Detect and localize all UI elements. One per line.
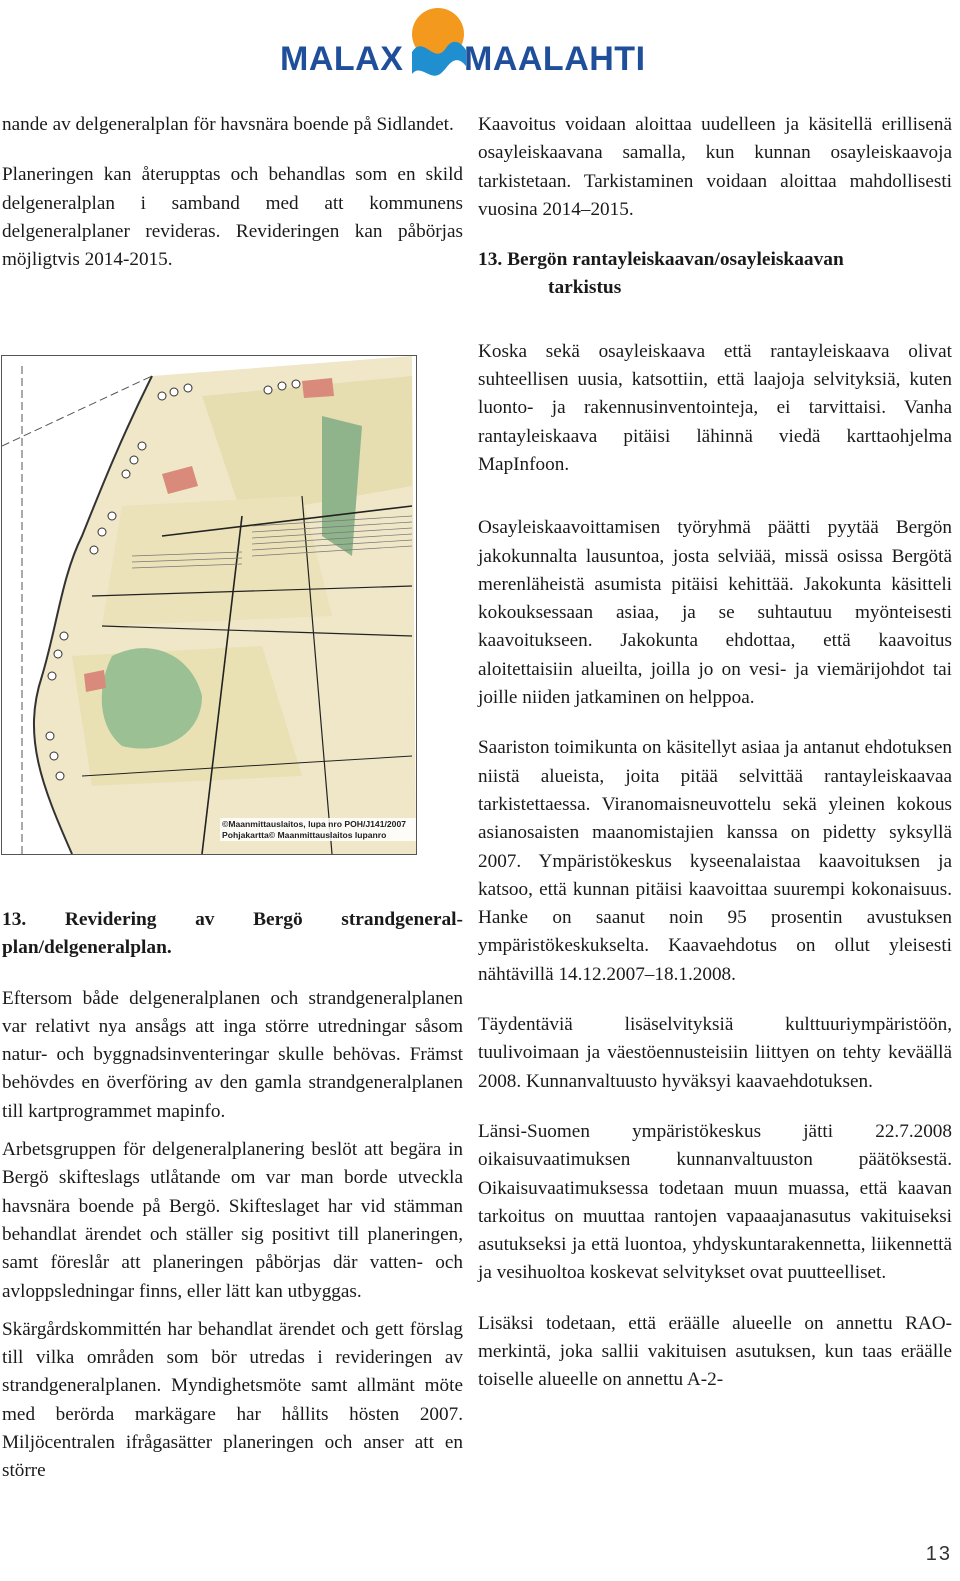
map-credit-line: ©Maanmittauslaitos, lupa nro POH/J141/2007 bbox=[222, 819, 406, 829]
section-heading: 13. Revidering av Bergö strandgeneral-plan/delgeneralplan. bbox=[2, 909, 463, 959]
paragraph: Osayleiskaavoittamisen työryhmä päätti pyytää Bergön jakokunnalta lausuntoa, josta selviää, missä osissa Bergötä merenläheistä asumista pitäisi kehittää. Jakokunta käsitteli kokouksessaan asiaa, ja se suhtautuu myönteisesti kaavoitukseen. Jakokunta ehdottaa, että kaavoitus aloitettaisiin alueilta, joilla jo on vesi- ja viemärijohdot tai joille niiden jatkaminen on helppoa. bbox=[478, 517, 952, 709]
paragraph: Planeringen kan återupptas och behandlas som en skild delgeneralplan i samband med att kommunens delgeneralplaner revideras. Revideringen kan påbörjas möjligtvis 2014-2015. bbox=[2, 164, 463, 271]
right-column bbox=[478, 111, 952, 1395]
paragraph: Lisäksi todetaan, että eräälle alueelle on annettu RAO-merkintä, joka sallii vakituisen asutuksen, kun taas eräälle toiselle alueelle on annettu A-2- bbox=[478, 1312, 952, 1391]
left-column-bottom bbox=[2, 906, 463, 1486]
map-credit-line: Pohjakartta© Maanmittauslaitos lupanro bbox=[222, 829, 387, 840]
section-heading bbox=[478, 246, 952, 303]
plan-map-figure bbox=[1, 355, 417, 855]
page-number: 13 bbox=[925, 1543, 952, 1565]
paragraph: Arbetsgruppen för delgeneralplanering beslöt att begära in Bergö skifteslags utlåtande om var man borde utveckla havsnära boende på Bergö. Skifteslaget har vid stämman behandlat ärendet och ställer sig positivt till planeringen, samt föreslår att planeringen påbörjas där vatten- och avloppsledningar finns, eller lätt kan utbyggas. bbox=[2, 1139, 463, 1302]
paragraph: Täydentäviä lisäselvityksiä kulttuuriympäristöön, tuulivoimaan ja väestöennusteisiin liittyen on tehty keväällä 2008. Kunnanvaltuusto hyväksyi kaavaehdotuksen. bbox=[478, 1014, 952, 1092]
logo-word-maalahti: MAALAHTI bbox=[464, 40, 646, 78]
section-heading-line: tarkistus bbox=[548, 277, 622, 299]
paragraph: Kaavoitus voidaan aloittaa uudelleen ja käsitellä erillisenä osayleiskaavana samalla, kun kunnan osayleiskaavoja tarkistetaan. Tarkistaminen voidaan aloittaa mahdollisesti vuosina 2014–2015. bbox=[478, 114, 952, 220]
sun-wave-emblem-icon bbox=[408, 4, 468, 90]
left-column-top bbox=[2, 111, 463, 274]
section-heading-line: 13. Bergön rantayleiskaavan/osayleiskaavan bbox=[478, 249, 844, 271]
paragraph: nande av delgeneralplan för havsnära boende på Sidlandet. bbox=[2, 114, 454, 135]
paragraph: Saariston toimikunta on käsitellyt asiaa ja antanut ehdotuksen niistä alueista, joita pitää selvittää rantayleiskaavaa tarkistettaessa. Viranomaisneuvottelu sekä yleinen kokous asianosaisten maanomistajien kanssa on pidetty syksyllä 2007. Ympäristökeskus kyseenalaistaa kaavoituksen ja katsoo, että kunnan pitäisi kaavoittaa suurempi kokonaisuus. Hanke on saanut noin 95 prosentin avustuksen ympäristökeskukselta. Kaavaehdotus on ollut yleisesti nähtävillä 14.12.2007–18.1.2008. bbox=[478, 737, 952, 985]
paragraph: Länsi-Suomen ympäristökeskus jätti 22.7.2008 oikaisuvaatimuksen kunnanvaltuuston päätöksestä. Oikaisuvaatimuksessa todetaan muun muassa, että kaavan tarkoitus on muuttaa rantojen vapaaajanasutus vakituiseksi asutukseksi ja että luontoa, yhdyskuntarakennetta, liikennettä ja vesihuoltoa koskevat selvitykset ovat puutteelliset. bbox=[478, 1120, 952, 1284]
paragraph: Eftersom både delgeneralplanen och strandgeneralplanen var relativt nya ansågs att inga större utredningar såsom natur- och byggnadsinventeringar skulle behövas. Främst behövdes en överföring av den gamla strandgeneralplanen till kartprogrammet mapinfo. bbox=[2, 987, 463, 1122]
plan-map-drawing bbox=[2, 356, 416, 854]
paragraph: Koska sekä osayleiskaava että rantayleiskaava olivat suhteellisen uusia, katsottiin, että laajoja selvityksiä, kuten luonto- ja rakennusinventointeja, ei tarvittaisi. Vanha rantayleiskaava pitäisi lähinnä viedä karttaohjelma MapInfoon. bbox=[478, 340, 952, 475]
malax-maalahti-logo bbox=[280, 4, 680, 90]
map-copyright-caption bbox=[220, 818, 416, 841]
logo-word-malax: MALAX bbox=[280, 40, 404, 78]
paragraph: Skärgårdskommittén har behandlat ärendet och gett förslag till vilka områden som bör utredas i revideringen av strandgeneralplanen. Myndighetsmöte samt allmänt möte med berörda markägare har hållits hösten 2007. Miljöcentralen ifrågasätter planeringen och anser att en större bbox=[2, 1318, 463, 1482]
